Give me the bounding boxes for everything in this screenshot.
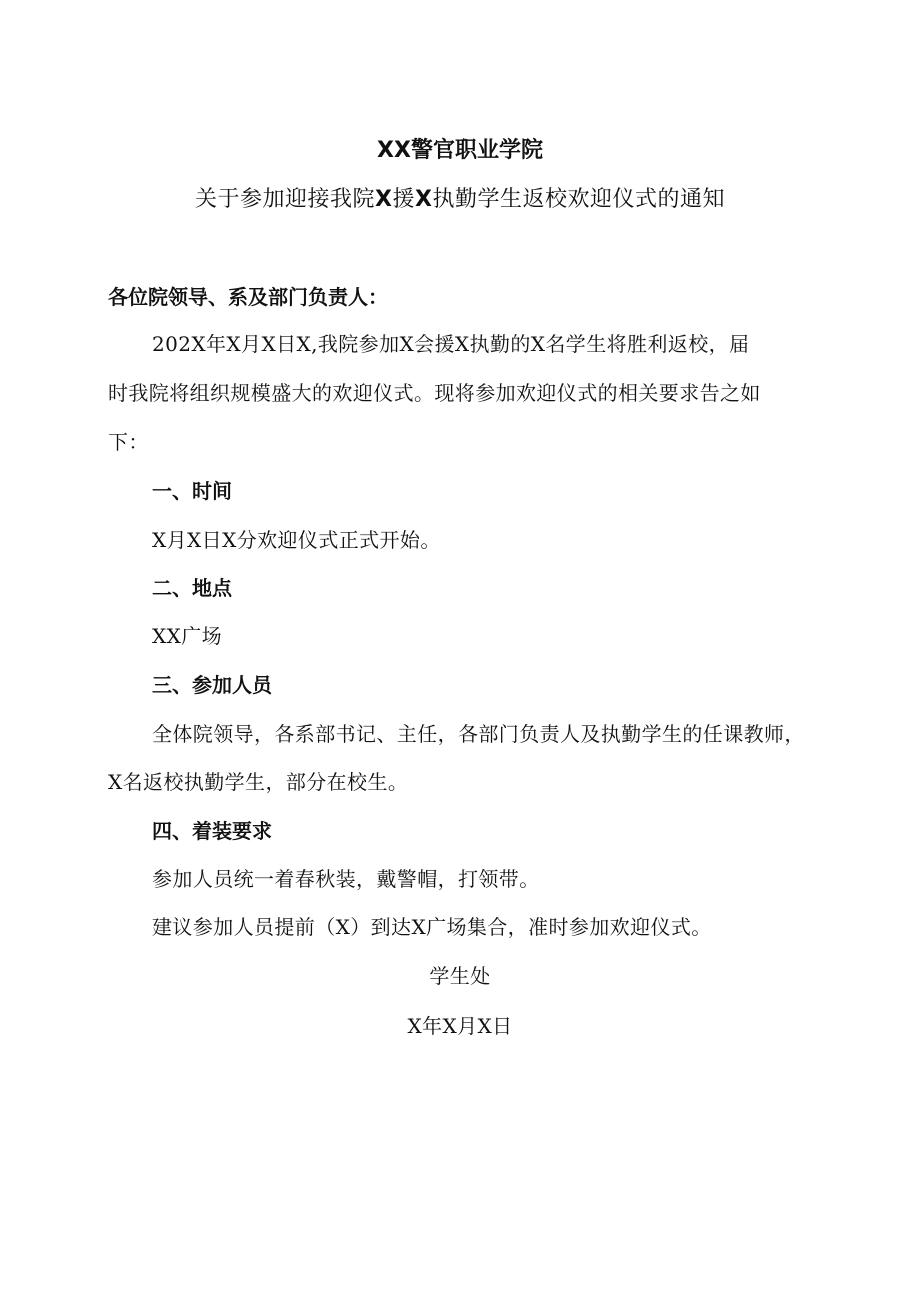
- salutation: 各位院领导、系及部门负责人：: [108, 285, 388, 309]
- notice-title-prefix: 关于参加迎接我院: [195, 187, 376, 212]
- notice-title: [0, 186, 920, 214]
- section-participants-line-2: X名返校执勤学生，部分在校生。: [108, 770, 409, 794]
- section-heading-place: 二、地点: [152, 576, 232, 600]
- notice-title-mid: 援: [392, 187, 415, 212]
- section-heading-time: 一、时间: [152, 479, 232, 503]
- institution-title: XX警官职业学院: [377, 138, 543, 163]
- section-participants-line-1: 全体院领导，各系部书记、主任，各部门负责人及执勤学生的任课教师，: [152, 722, 805, 746]
- section-dress-line: 参加人员统一着春秋装，戴警帽，打领带。: [152, 867, 540, 891]
- notice-title-x1: X: [375, 187, 393, 212]
- intro-line-2: 时我院将组织规模盛大的欢迎仪式。现将参加欢迎仪式的相关要求告之如: [108, 381, 761, 405]
- section-heading-dress: 四、着装要求: [152, 819, 272, 843]
- closing-note: 建议参加人员提前（X）到达X广场集合，准时参加欢迎仪式。: [152, 915, 712, 939]
- signature-office: 学生处: [429, 964, 491, 988]
- notice-title-suffix: 执勤学生返校欢迎仪式的通知: [432, 187, 725, 212]
- signature-date: X年X月X日: [407, 1014, 513, 1038]
- notice-title-x2: X: [415, 187, 433, 212]
- intro-line-1: 202X年X月X日X,我院参加X会援X执勤的X名学生将胜利返校，届: [152, 332, 750, 356]
- section-place-line: XX广场: [152, 624, 223, 648]
- intro-line-3: 下：: [108, 430, 149, 454]
- section-heading-participants: 三、参加人员: [152, 673, 272, 697]
- section-time-line: X月X日X分欢迎仪式正式开始。: [152, 528, 441, 552]
